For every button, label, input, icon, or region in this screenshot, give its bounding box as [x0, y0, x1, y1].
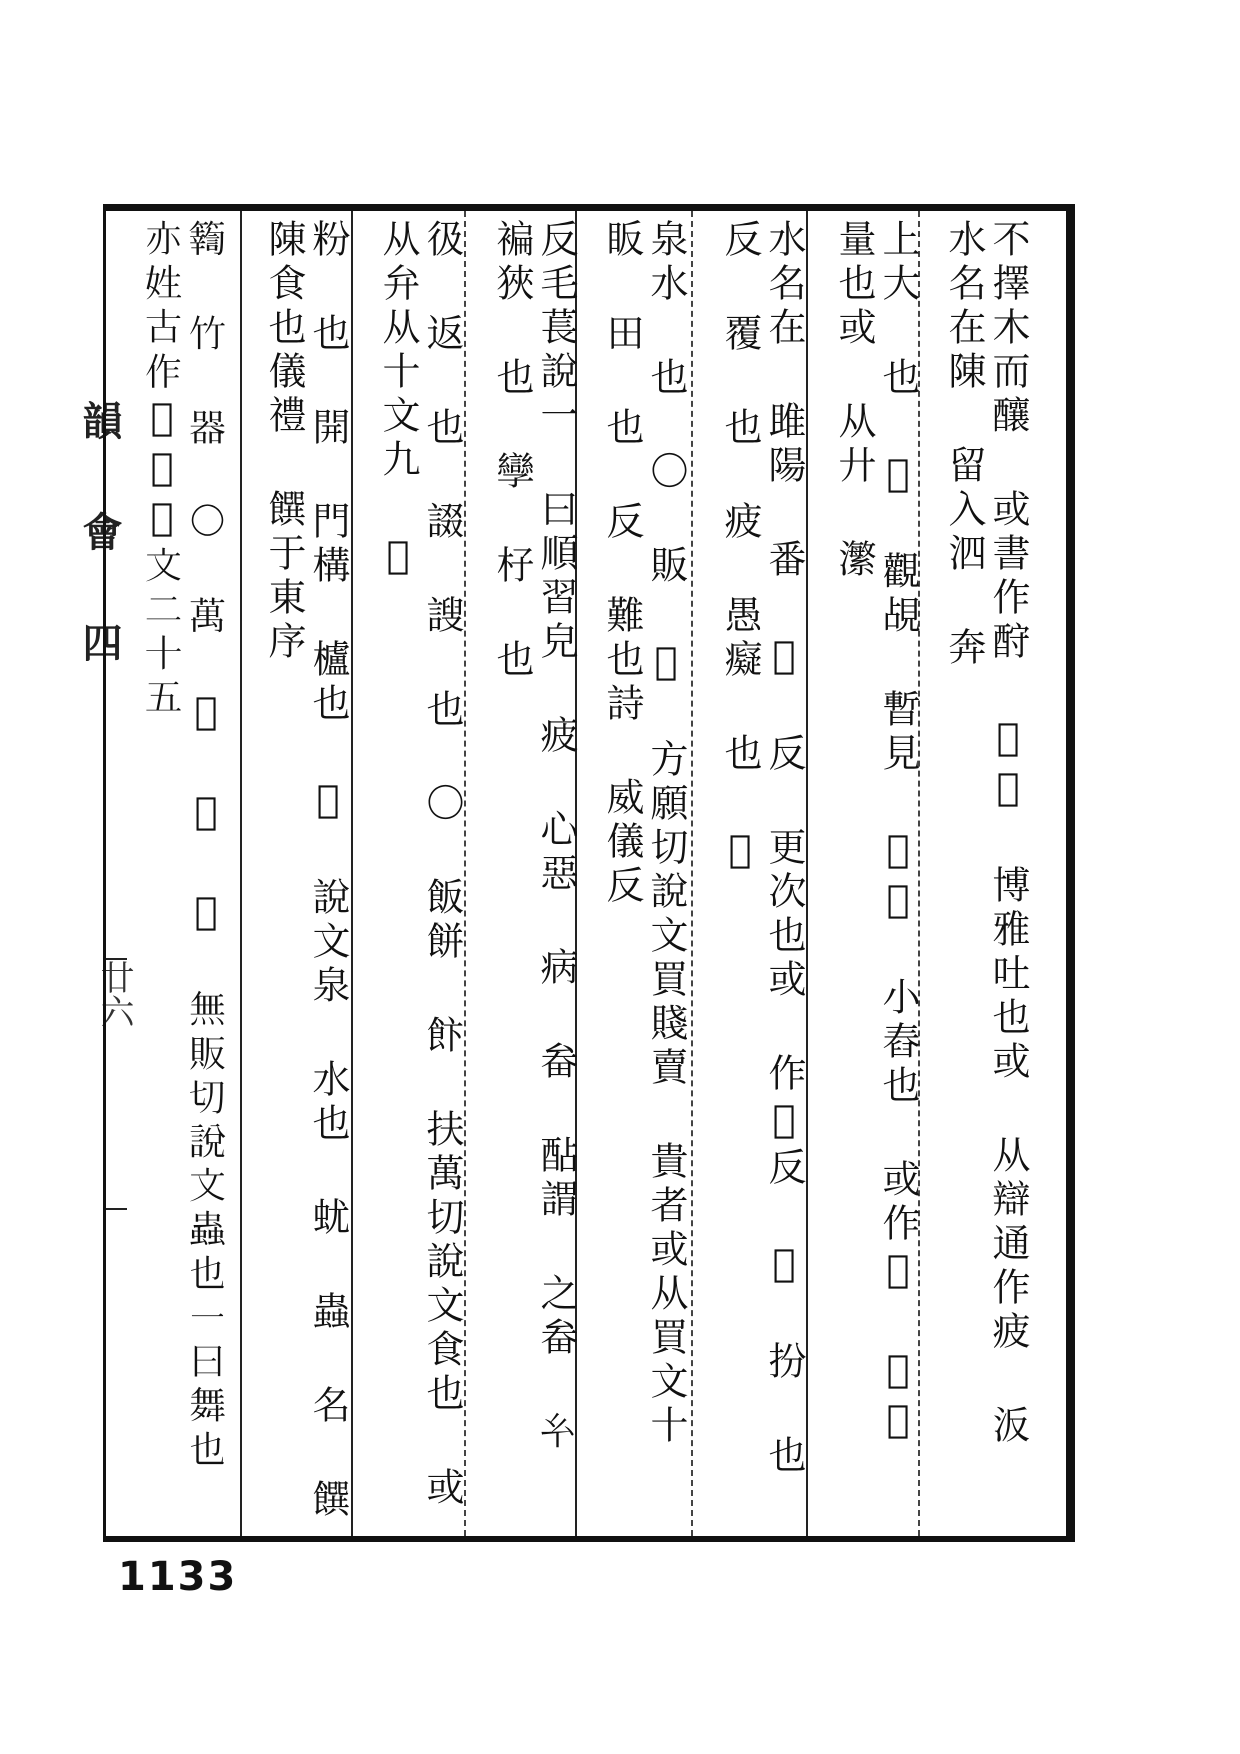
column-rule: [351, 211, 353, 1536]
column-rule: [691, 211, 693, 1536]
text-column-1: [938, 219, 1030, 1528]
page-number: 1133: [118, 1554, 238, 1600]
column-rule: [240, 211, 242, 1536]
text-column-7: [258, 219, 350, 1528]
column-text: 彶 返 也 諁 謏 也 〇 飯餅 飰 扶萬切說文食也 或从弁从十文九 𡙼: [376, 219, 464, 1511]
column-text: 泉水 也 〇 販 𧸓 方願切說文買賤賣 貴者或从買文十 眅 田 也 反 難也詩 威儀反: [600, 219, 688, 1449]
column-rule: [806, 211, 808, 1536]
column-text: 反毛萇說一 曰順習皃 疲 心惡 病 畚 酟謂 之畚 𢆯 褊狹 也 孿 杍 也: [490, 219, 578, 1455]
text-column-3: [714, 219, 806, 1528]
column-text: 上大 也 𧢗 觀覘 暫見 𡙼𡙼 小舂也 或作𡙼 𡙼𡙼 量也或 从廾 瀿: [832, 219, 920, 1447]
text-frame: [103, 204, 1075, 1542]
column-rule: [464, 211, 466, 1536]
text-column-8: [136, 219, 228, 1528]
margin-title: 韻 會 四: [76, 400, 123, 674]
column-text: 粉 也 開 門構 櫨也 𡙼 說文泉 水也 蚘 蟲 名 饌 陳食也儀禮 饌于東序: [262, 219, 350, 1523]
text-column-5: [486, 219, 578, 1528]
text-column-4: [596, 219, 688, 1528]
text-column-2: [828, 219, 920, 1528]
column-text: 水名在 雎陽 番 𩟖 反 更次也或 作𩟖反 𤸱 扮 也 反 覆 也 疲 愚癡 也 𡙼: [718, 219, 806, 1479]
text-column-6: [372, 219, 464, 1528]
margin-folio: 廿六: [94, 960, 134, 1028]
column-text: 𥷚 竹 器 〇 萬 𡙼 𡙼 𡙼 無販切說文蟲也一曰舞也 亦姓古作𡙼𡙼𡙼文二十五: [140, 219, 228, 1473]
column-text: 不擇木而釀 或書作酧 𡙼𡙼 博雅吐也或 从辯通作疲 汳 水名在陳 留入泗 奔: [942, 219, 1030, 1449]
